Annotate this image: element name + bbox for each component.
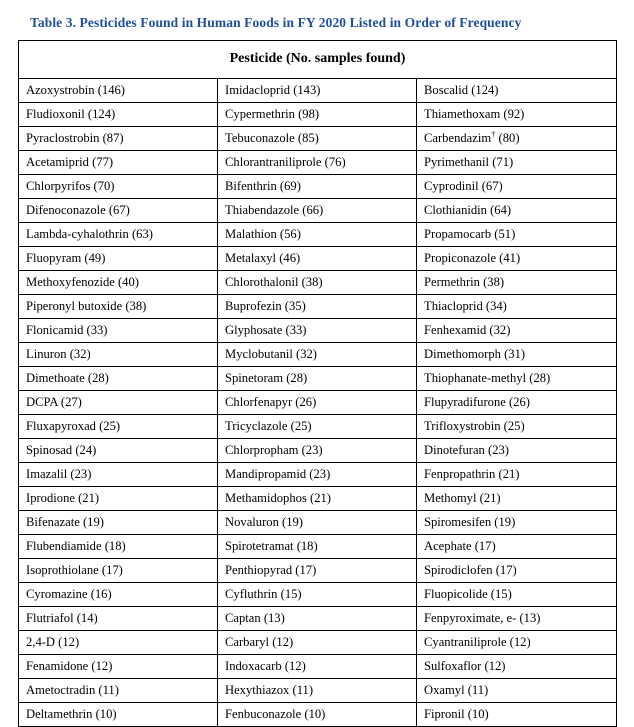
table-row — [19, 439, 617, 463]
table-cell: Difenoconazole (67) — [19, 199, 218, 223]
table-cell: Chlorpropham (23) — [218, 439, 417, 463]
table-row — [19, 511, 617, 535]
table-cell: Buprofezin (35) — [218, 295, 417, 319]
table-cell: Novaluron (19) — [218, 511, 417, 535]
table-cell: Glyphosate (33) — [218, 319, 417, 343]
table-cell: Fluopicolide (15) — [417, 583, 617, 607]
table-row — [19, 295, 617, 319]
table-cell: 2,4-D (12) — [19, 631, 218, 655]
table-row — [19, 679, 617, 703]
table-row — [19, 223, 617, 247]
table-cell: Spirotetramat (18) — [218, 535, 417, 559]
table-cell: Cypermethrin (98) — [218, 103, 417, 127]
table-cell: Spinetoram (28) — [218, 367, 417, 391]
table-cell: Fludioxonil (124) — [19, 103, 218, 127]
table-cell: DCPA (27) — [19, 391, 218, 415]
table-row — [19, 367, 617, 391]
table-row — [19, 199, 617, 223]
table-cell: Spirodiclofen (17) — [417, 559, 617, 583]
table-cell: Mandipropamid (23) — [218, 463, 417, 487]
table-cell: Fenhexamid (32) — [417, 319, 617, 343]
table-cell: Spiromesifen (19) — [417, 511, 617, 535]
table-cell: Fenamidone (12) — [19, 655, 218, 679]
table-cell: Dimethoate (28) — [19, 367, 218, 391]
table-cell: Carbaryl (12) — [218, 631, 417, 655]
table-row — [19, 343, 617, 367]
table-row — [19, 151, 617, 175]
table-cell: Acetamiprid (77) — [19, 151, 218, 175]
table-cell: Fenpropathrin (21) — [417, 463, 617, 487]
table-row — [19, 655, 617, 679]
table-cell: Indoxacarb (12) — [218, 655, 417, 679]
table-cell: Pyraclostrobin (87) — [19, 127, 218, 151]
table-row — [19, 79, 617, 103]
table-row — [19, 127, 617, 151]
table-cell: Azoxystrobin (146) — [19, 79, 218, 103]
table-header-row — [19, 41, 617, 79]
table-cell: Carbendazim† (80) — [417, 127, 617, 151]
table-row — [19, 607, 617, 631]
table-row — [19, 247, 617, 271]
table-cell: Thiacloprid (34) — [417, 295, 617, 319]
table-cell: Dimethomorph (31) — [417, 343, 617, 367]
table-cell: Oxamyl (11) — [417, 679, 617, 703]
table-cell: Thiophanate-methyl (28) — [417, 367, 617, 391]
table-cell: Clothianidin (64) — [417, 199, 617, 223]
table-cell: Flonicamid (33) — [19, 319, 218, 343]
table-cell: Pyrimethanil (71) — [417, 151, 617, 175]
table-cell: Iprodione (21) — [19, 487, 218, 511]
table-cell: Tricyclazole (25) — [218, 415, 417, 439]
table-cell: Penthiopyrad (17) — [218, 559, 417, 583]
table-cell: Propiconazole (41) — [417, 247, 617, 271]
table-cell: Hexythiazox (11) — [218, 679, 417, 703]
table-cell: Cyfluthrin (15) — [218, 583, 417, 607]
table-cell: Imazalil (23) — [19, 463, 218, 487]
table-cell: Ametoctradin (11) — [19, 679, 218, 703]
table-row — [19, 319, 617, 343]
table-cell: Thiamethoxam (92) — [417, 103, 617, 127]
table-cell: Bifenazate (19) — [19, 511, 218, 535]
table-row — [19, 559, 617, 583]
table-row — [19, 631, 617, 655]
table-cell: Myclobutanil (32) — [218, 343, 417, 367]
table-header-cell: Pesticide (No. samples found) — [19, 41, 617, 79]
table-row — [19, 463, 617, 487]
pesticides-table — [18, 40, 617, 727]
table-cell: Methomyl (21) — [417, 487, 617, 511]
table-cell: Permethrin (38) — [417, 271, 617, 295]
table-cell: Bifenthrin (69) — [218, 175, 417, 199]
table-cell: Imidacloprid (143) — [218, 79, 417, 103]
table-cell: Cyromazine (16) — [19, 583, 218, 607]
table-cell: Tebuconazole (85) — [218, 127, 417, 151]
table-row — [19, 175, 617, 199]
table-cell: Boscalid (124) — [417, 79, 617, 103]
table-cell: Trifloxystrobin (25) — [417, 415, 617, 439]
table-row — [19, 103, 617, 127]
table-body — [19, 79, 617, 727]
table-row — [19, 391, 617, 415]
table-cell: Fluxapyroxad (25) — [19, 415, 218, 439]
table-cell: Fluopyram (49) — [19, 247, 218, 271]
table-head — [19, 41, 617, 79]
table-cell: Chlorantraniliprole (76) — [218, 151, 417, 175]
table-cell: Dinotefuran (23) — [417, 439, 617, 463]
table-row — [19, 271, 617, 295]
table-cell: Deltamethrin (10) — [19, 703, 218, 727]
table-cell: Captan (13) — [218, 607, 417, 631]
table-cell: Chlorpyrifos (70) — [19, 175, 218, 199]
table-cell: Lambda-cyhalothrin (63) — [19, 223, 218, 247]
table-cell: Chlorfenapyr (26) — [218, 391, 417, 415]
table-cell: Isoprothiolane (17) — [19, 559, 218, 583]
table-cell: Flubendiamide (18) — [19, 535, 218, 559]
table-cell: Fipronil (10) — [417, 703, 617, 727]
table-caption: Table 3. Pesticides Found in Human Foods in FY 2020 Listed in Order of Frequency — [30, 15, 522, 30]
table-cell: Methamidophos (21) — [218, 487, 417, 511]
table-cell: Piperonyl butoxide (38) — [19, 295, 218, 319]
table-row — [19, 415, 617, 439]
table-row — [19, 703, 617, 727]
table-cell: Chlorothalonil (38) — [218, 271, 417, 295]
table-cell: Cyprodinil (67) — [417, 175, 617, 199]
table-row — [19, 583, 617, 607]
table-cell: Cyantraniliprole (12) — [417, 631, 617, 655]
table-row — [19, 535, 617, 559]
table-cell: Sulfoxaflor (12) — [417, 655, 617, 679]
table-cell: Fenbuconazole (10) — [218, 703, 417, 727]
table-cell: Flupyradifurone (26) — [417, 391, 617, 415]
table-cell: Thiabendazole (66) — [218, 199, 417, 223]
table-cell: Fenpyroximate, e- (13) — [417, 607, 617, 631]
table-cell: Metalaxyl (46) — [218, 247, 417, 271]
table-cell: Acephate (17) — [417, 535, 617, 559]
table-cell: Flutriafol (14) — [19, 607, 218, 631]
table-cell: Linuron (32) — [19, 343, 218, 367]
table-cell: Propamocarb (51) — [417, 223, 617, 247]
table-row — [19, 487, 617, 511]
table-cell: Methoxyfenozide (40) — [19, 271, 218, 295]
table-cell: Spinosad (24) — [19, 439, 218, 463]
table-cell: Malathion (56) — [218, 223, 417, 247]
